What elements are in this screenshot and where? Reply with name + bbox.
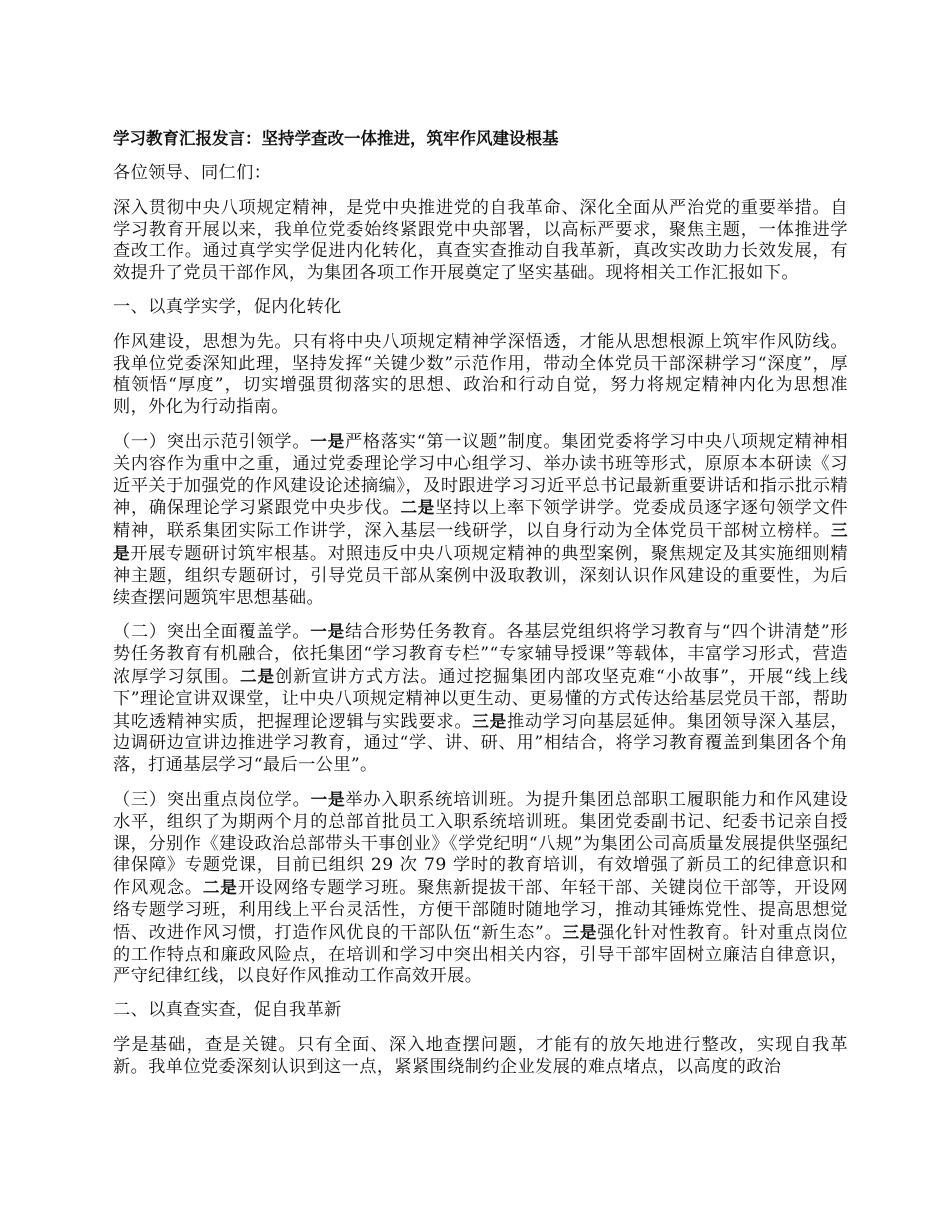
keyword-first: 一是 (310, 622, 345, 642)
keyword-third: 三是 (113, 521, 848, 563)
subsection-3-intro: （三）突出重点岗位学。 (113, 789, 311, 810)
keyword-third: 三是 (472, 711, 508, 731)
document-title: 学习教育汇报发言：坚持学查改一体推进，筑牢作风建设根基 (113, 129, 559, 148)
section-2-heading: 二、以真查实查，促自我革新 (113, 1000, 342, 1021)
section-2-lead-paragraph: 学是基础，查是关键。只有全面、深入地查摆问题，才能有的放矢地进行整改，实现自我革新。我单位党委深刻认识到这一点，紧紧围绕制约企业发展的难点堵点，以高度的政治 (113, 1034, 848, 1077)
keyword-second: 二是 (400, 498, 436, 518)
section-1-heading: 一、以真学实学，促内化转化 (113, 296, 342, 317)
keyword-second: 二是 (202, 878, 238, 898)
keyword-first: 一是 (310, 431, 345, 451)
point-text: 举办入职系统培训班。为提升集团总部职工履职能力和作风建设水平，组织了为期两个月的总部首批员工入职系统培训班。集团党委副书记、纪委书记亲自授课，分别作《建设政治总部带头干事创业》《学党纪明“八规”为集团公司高质量发展提供坚强纪律保障》专题党课，目前已组织 29 次 79 学时的教育培训，有效增强了新员工的纪律意识和作风观念。 (113, 789, 849, 899)
document-page (113, 128, 848, 1090)
intro-paragraph: 深入贯彻中央八项规定精神，是党中央推进党的自我革命、深化全面从严治党的重要举措。自学习教育开展以来，我单位党委始终紧跟党中央部署，以高标严要求，聚焦主题，一体推进学查改工作。通过真学实学促进内化转化，真查实查推动自我革新，真改实改助力长效发展，有效提升了党员干部作风，为集团各项工作开展奠定了坚实基础。现将相关工作汇报如下。 (113, 197, 848, 284)
section-1-lead-paragraph: 作风建设，思想为先。只有将中央八项规定精神学深悟透，才能从思想根源上筑牢作风防线。我单位党委深知此理，坚持发挥“关键少数”示范作用，带动全体党员干部深耕学习“深度”，厚植领悟“厚度”，切实增强贯彻落实的思想、政治和行动自觉，努力将规定精神内化为思想准则，外化为行动指南。 (113, 331, 848, 418)
point-text: 坚持以上率下领学讲学。党委成员逐字逐句领学文件精神，联系集团实际工作讲学，深入基层一线研学，以自身行动为全体党员干部树立榜样。 (113, 498, 848, 542)
subsection-2-intro: （二）突出全面覆盖学。 (113, 622, 311, 643)
keyword-first: 一是 (310, 789, 346, 809)
keyword-second: 二是 (239, 666, 276, 686)
point-text: 开设网络专题学习班。聚焦新提拔干部、年轻干部、关键岗位干部等，开设网络专题学习班，利用线上平台灵活性，方便干部随时随地学习，推动其锤炼党性、提高思想觉悟、改进作风习惯，打造作风优良的干部队伍“新生态”。 (113, 878, 848, 943)
subsection-1-paragraph (113, 431, 848, 609)
point-text: 创新宣讲方式方法。通过挖掘集团内部攻坚克难“小故事”，开展“线上线下”理论宣讲双课堂，让中央八项规定精神以更生动、更易懂的方式传达给基层党员干部，帮助其吃透精神实质，把握理论逻辑与实践要求。 (113, 666, 848, 732)
greeting: 各位领导、同仁们： (113, 163, 272, 183)
subsection-2-paragraph (113, 621, 848, 777)
point-text: 结合形势任务教育。各基层党组织将学习教育与“四个讲清楚”形势任务教育有机融合，依托集团“学习教育专栏”“专家辅导授课”等载体，丰富学习形式，营造浓厚学习氛围。 (113, 622, 848, 687)
keyword-third: 三是 (562, 922, 598, 942)
subsection-1-intro: （一）突出示范引领学。 (113, 431, 311, 452)
point-text: 严格落实“第一议题”制度。集团党委将学习中央八项规定精神相关内容作为重中之重，通过党委理论学习中心组学习、举办读书班等形式，原原本本研读《习近平关于加强党的作风建设论述摘编》，及时跟进学习习近平总书记最新重要讲话和指示批示精神，确保理论学习紧跟党中央步伐。 (113, 431, 848, 519)
point-text: 开展专题研讨筑牢根基。对照违反中央八项规定精神的典型案例，聚焦规定及其实施细则精神主题，组织专题研讨，引导党员干部从案例中汲取教训，深刻认识作风建设的重要性，为后续查摆问题筑牢思想基础。 (113, 543, 848, 608)
point-text: 强化针对性教育。针对重点岗位的工作特点和廉政风险点，在培训和学习中突出相关内容，引导干部牢固树立廉洁自律意识，严守纪律红线，以良好作风推动工作高效开展。 (113, 922, 848, 987)
point-text: 推动学习向基层延伸。集团领导深入基层，边调研边宣讲边推进学习教育，通过“学、讲、研、用”相结合，将学习教育覆盖到集团各个角落，打通基层学习“最后一公里”。 (113, 711, 848, 776)
subsection-3-paragraph (113, 789, 848, 988)
